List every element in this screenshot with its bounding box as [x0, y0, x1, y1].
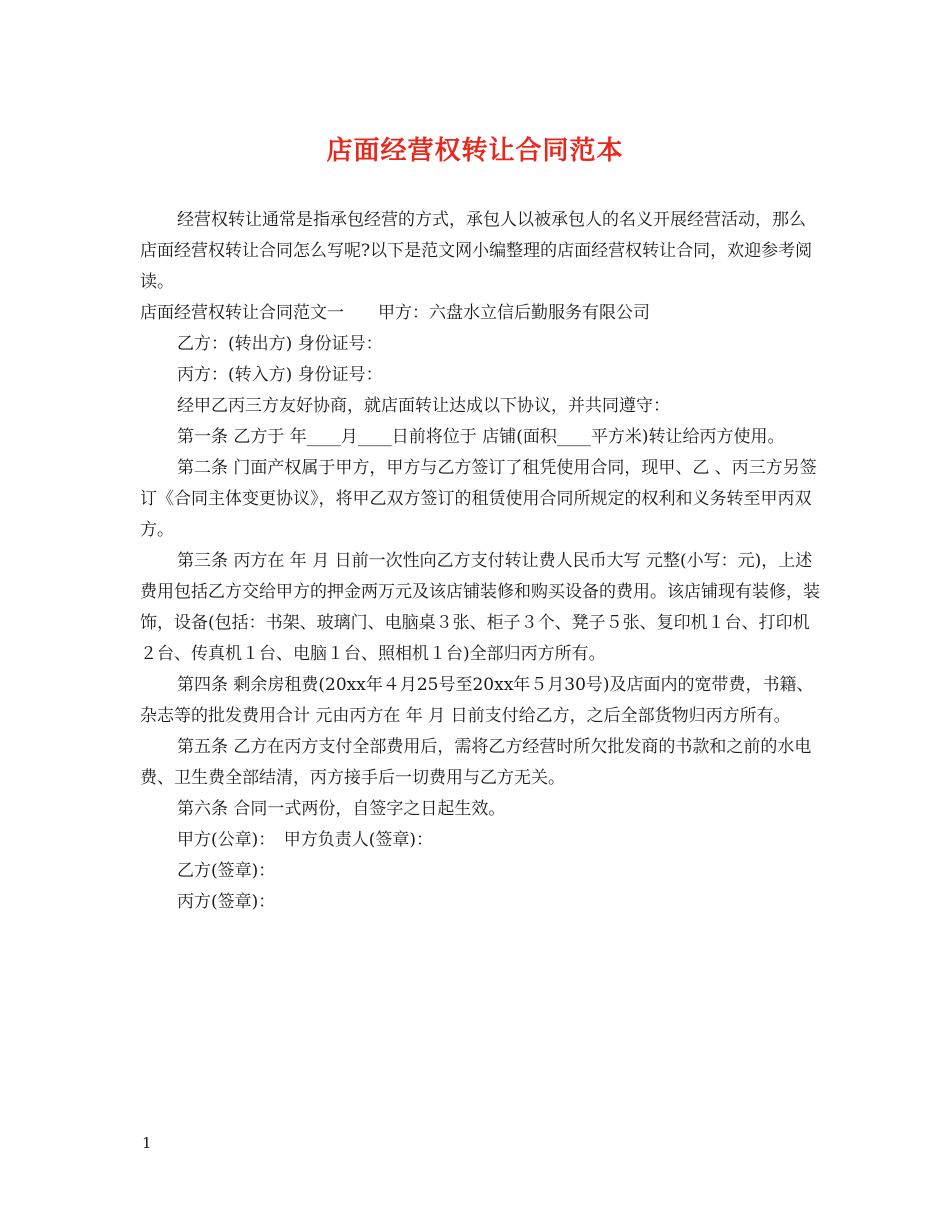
article-4: 第四条 剩余房租费(20xx年４月25号至20xx年５月30号)及店面内的宽带费，书籍、杂志等的批发费用合计 元由丙方在 年 月 日前支付给乙方，之后全部货物归丙方所有。 [140, 675, 814, 726]
agreement-preamble: 经甲乙丙三方友好协商，就店面转让达成以下协议，并共同遵守： [177, 396, 670, 416]
party-b-line: 乙方：(转出方) 身份证号： [177, 334, 383, 354]
article-3: 第三条 丙方在 年 月 日前一次性向乙方支付转让费人民币大写 元整(小写：元)，上述费用包括乙方交给甲方的押金两万元及该店铺装修和购买设备的费用。该店铺现有装修，装饰，设备(包括：书架、玻璃门、电脑桌３张、柜子３个、凳子５张、复印机１台、打印机２台、传真机１台、电脑１台、照相机１台)全部归丙方所有。 [140, 551, 820, 664]
document-title: 店面经营权转让合同范本 [326, 136, 624, 166]
article-1: 第一条 乙方于 年____月____日前将位于 店铺(面积____平方米)转让给丙方使用。 [177, 427, 785, 447]
contract-heading-party-a: 店面经营权转让合同范文一 甲方：六盘水立信后勤服务有限公司 [140, 303, 650, 323]
party-c-line: 丙方：(转入方) 身份证号： [177, 365, 383, 385]
signature-party-c: 丙方(签章)： [177, 892, 276, 912]
article-6: 第六条 合同一式两份，自签字之日起生效。 [177, 799, 506, 819]
article-5: 第五条 乙方在丙方支付全部费用后，需将乙方经营时所欠批发商的书款和之前的水电费、卫生费全部结清，丙方接手后一切费用与乙方无关。 [140, 737, 812, 788]
intro-paragraph: 经营权转让通常是指承包经营的方式，承包人以被承包人的名义开展经营活动，那么店面经营权转让合同怎么写呢?以下是范文网小编整理的店面经营权转让合同，欢迎参考阅读。 [140, 210, 813, 292]
article-2: 第二条 门面产权属于甲方，甲方与乙方签订了租凭使用合同，现甲、乙 、丙三方另签订《合同主体变更协议》，将甲乙双方签订的租赁使用合同所规定的权利和义务转至甲丙双方。 [140, 458, 817, 540]
document-body [140, 205, 820, 918]
signature-party-b: 乙方(签章)： [177, 861, 276, 881]
page-number: 1 [142, 1134, 152, 1152]
signature-party-a: 甲方(公章)： 甲方负责人(签章)： [177, 830, 434, 850]
